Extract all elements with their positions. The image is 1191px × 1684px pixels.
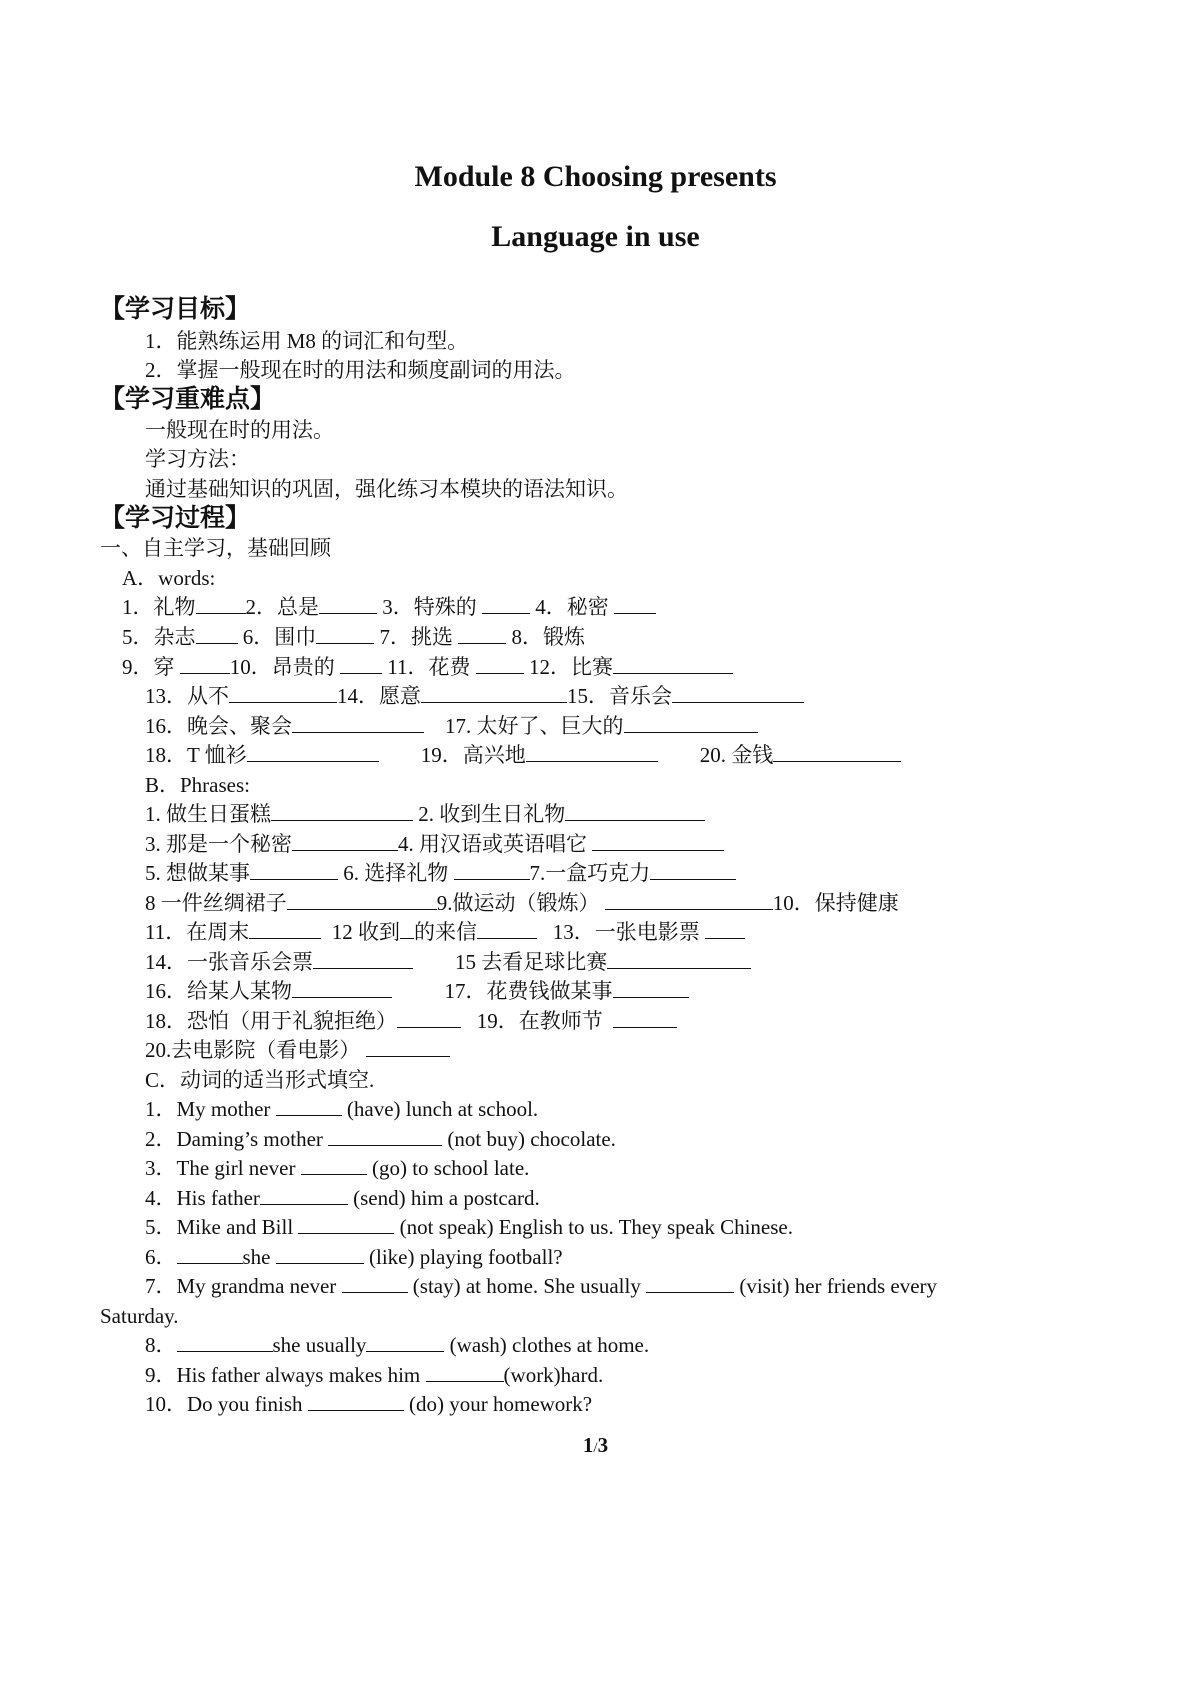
- item-number: 3．: [145, 1156, 177, 1180]
- phrase-item: 20.去电影院（看电影）: [145, 1038, 361, 1062]
- answer-blank[interactable]: [250, 861, 338, 880]
- word-item: 5．杂志: [122, 625, 196, 649]
- answer-blank[interactable]: [773, 743, 901, 762]
- answer-blank[interactable]: [421, 684, 567, 703]
- answer-blank[interactable]: [613, 1009, 677, 1028]
- answer-blank[interactable]: [672, 684, 804, 703]
- item-text: (wash) clothes at home.: [444, 1333, 650, 1357]
- answer-blank[interactable]: [177, 1245, 243, 1264]
- answer-blank[interactable]: [249, 920, 321, 939]
- word-item: 2．总是: [245, 595, 319, 619]
- document-subtitle: Language in use: [491, 220, 700, 253]
- phrase-item: 14．一张音乐会票: [145, 950, 313, 974]
- phrase-item: 2. 收到生日礼物: [418, 802, 566, 826]
- answer-blank[interactable]: [592, 832, 724, 851]
- answer-blank[interactable]: [287, 891, 437, 910]
- answer-blank[interactable]: [276, 1245, 364, 1264]
- words-row: [122, 624, 585, 650]
- word-item: 14．愿意: [337, 684, 421, 708]
- exercise-item-continuation: Saturday.: [100, 1304, 179, 1328]
- phrase-item: 12 收到: [331, 920, 400, 944]
- answer-blank[interactable]: [298, 1215, 394, 1234]
- key-points-heading: 【学习重难点】: [100, 384, 276, 413]
- word-item: 8．锻炼: [511, 625, 585, 649]
- item-number: 2．: [145, 1127, 177, 1151]
- item-number: 5．: [145, 1215, 177, 1239]
- phrase-item: 1. 做生日蛋糕: [145, 802, 271, 826]
- answer-blank[interactable]: [605, 891, 773, 910]
- words-row: [145, 713, 758, 739]
- answer-blank[interactable]: [454, 861, 530, 880]
- answer-blank[interactable]: [624, 714, 758, 733]
- phrases-row: [145, 801, 705, 827]
- answer-blank[interactable]: [366, 1333, 444, 1352]
- phrases-row: [145, 978, 689, 1004]
- word-item: 18．T 恤衫: [145, 743, 247, 767]
- part-one-heading: 一、自主学习，基础回顾: [100, 536, 331, 560]
- item-text: His father: [176, 1186, 260, 1210]
- phrases-row: [145, 1037, 450, 1063]
- answer-blank[interactable]: [646, 1274, 734, 1293]
- phrases-row: [145, 890, 899, 916]
- answer-blank[interactable]: [180, 655, 230, 674]
- phrases-row: [145, 831, 724, 857]
- phrase-item: 5. 想做某事: [145, 861, 250, 885]
- item-text: (not speak) English to us. They speak Chinese.: [394, 1215, 793, 1239]
- phrase-item: 13．一张电影票: [552, 920, 700, 944]
- item-text: she: [242, 1245, 276, 1269]
- answer-blank[interactable]: [196, 595, 246, 614]
- objective-item: 1．能熟练运用 M8 的词汇和句型。: [145, 329, 469, 353]
- phrase-item: 8 一件丝绸裙子: [145, 891, 287, 915]
- verbs-label: C．动词的适当形式填空.: [145, 1068, 375, 1092]
- word-item: 4．秘密: [535, 595, 609, 619]
- answer-blank[interactable]: [397, 1009, 461, 1028]
- phrase-item: 18．恐怕（用于礼貌拒绝）: [145, 1009, 397, 1033]
- phrase-item: 10．保持健康: [772, 891, 899, 915]
- phrase-item: 的来信: [413, 920, 477, 944]
- objective-item: 2．掌握一般现在时的用法和频度副词的用法。: [145, 358, 576, 382]
- phrase-item: 17．花费钱做某事: [444, 979, 613, 1003]
- word-item: 1．礼物: [122, 595, 196, 619]
- word-item: 17. 太好了、巨大的: [445, 714, 624, 738]
- words-row: [122, 654, 733, 680]
- answer-blank[interactable]: [476, 655, 524, 674]
- phrase-item: 4. 用汉语或英语唱它: [398, 832, 587, 856]
- answer-blank[interactable]: [607, 950, 751, 969]
- word-item: 16．晚会、聚会: [145, 714, 292, 738]
- answer-blank[interactable]: [482, 595, 530, 614]
- process-heading: 【学习过程】: [100, 503, 251, 532]
- words-row: [145, 742, 901, 768]
- answer-blank[interactable]: [705, 920, 745, 939]
- item-number: 9．: [145, 1363, 177, 1387]
- phrase-item: 7.一盒巧克力: [529, 861, 651, 885]
- answer-blank[interactable]: [426, 1363, 504, 1382]
- answer-blank[interactable]: [196, 625, 238, 644]
- answer-blank[interactable]: [565, 802, 705, 821]
- item-text: (like) playing football?: [363, 1245, 563, 1269]
- word-item: 13．从不: [145, 684, 229, 708]
- phrases-row: [145, 860, 736, 886]
- word-item: 6．围巾: [242, 625, 317, 649]
- item-text: Daming’s mother: [176, 1127, 329, 1151]
- answer-blank[interactable]: [316, 625, 374, 644]
- exercise-item: [145, 1332, 649, 1358]
- word-item: 12．比赛: [528, 655, 613, 679]
- page-current: 1: [582, 1433, 594, 1457]
- method-text: 通过基础知识的巩固，强化练习本模块的语法知识。: [145, 477, 628, 501]
- phrase-item: 11．在周末: [145, 920, 250, 944]
- item-text: (have) lunch at school.: [341, 1097, 539, 1121]
- method-label: 学习方法：: [145, 447, 250, 471]
- word-item: 9．穿: [122, 655, 175, 679]
- word-item: 10．昂贵的: [229, 655, 335, 679]
- item-text: (stay) at home. She usually: [407, 1274, 647, 1298]
- answer-blank[interactable]: [340, 655, 382, 674]
- answer-blank[interactable]: [458, 625, 506, 644]
- answer-blank[interactable]: [301, 1156, 367, 1175]
- exercise-item: [145, 1391, 592, 1417]
- answer-blank[interactable]: [613, 655, 733, 674]
- word-item: 15．音乐会: [567, 684, 672, 708]
- item-number: 4．: [145, 1186, 177, 1210]
- answer-blank[interactable]: [177, 1333, 273, 1352]
- words-row: [122, 594, 656, 620]
- item-text: (not buy) chocolate.: [442, 1127, 616, 1151]
- item-text: My mother: [176, 1097, 276, 1121]
- phrase-item: 6. 选择礼物: [343, 861, 449, 885]
- key-points-text: 一般现在时的用法。: [145, 418, 334, 442]
- page-total: 3: [597, 1433, 609, 1457]
- answer-blank[interactable]: [400, 920, 414, 939]
- phrase-item: 15 去看足球比赛: [455, 950, 608, 974]
- word-item: 11．花费: [387, 655, 471, 679]
- word-item: 3．特殊的: [382, 595, 477, 619]
- item-text: she usually: [272, 1333, 367, 1357]
- phrases-row: [145, 949, 751, 975]
- answer-blank[interactable]: [271, 802, 413, 821]
- item-text: Mike and Bill: [176, 1215, 299, 1239]
- document-title: Module 8 Choosing presents: [414, 160, 777, 193]
- item-text: My grandma never: [176, 1274, 342, 1298]
- answer-blank[interactable]: [319, 595, 377, 614]
- answer-blank[interactable]: [292, 832, 398, 851]
- exercise-item: [145, 1126, 616, 1152]
- item-text: (visit) her friends every: [734, 1274, 938, 1298]
- answer-blank[interactable]: [313, 950, 413, 969]
- phrases-label: B．Phrases:: [145, 773, 250, 797]
- words-label: A．words:: [122, 566, 216, 590]
- phrases-row: [145, 1008, 677, 1034]
- item-text: (go) to school late.: [366, 1156, 530, 1180]
- phrase-item: 19．在教师节: [476, 1009, 603, 1033]
- answer-blank[interactable]: [292, 714, 424, 733]
- answer-blank[interactable]: [229, 684, 337, 703]
- answer-blank[interactable]: [276, 1097, 342, 1116]
- exercise-item: [145, 1185, 540, 1211]
- item-text: (do) your homework?: [403, 1392, 593, 1416]
- item-number: 10．: [145, 1392, 187, 1416]
- item-text: The girl never: [176, 1156, 301, 1180]
- item-text: (work)hard.: [503, 1363, 604, 1387]
- answer-blank[interactable]: [366, 1038, 450, 1057]
- answer-blank[interactable]: [613, 979, 689, 998]
- item-number: 7．: [145, 1274, 177, 1298]
- item-number: 6．: [145, 1245, 177, 1269]
- answer-blank[interactable]: [614, 595, 656, 614]
- exercise-item: [145, 1273, 937, 1299]
- word-item: 7．挑选: [379, 625, 453, 649]
- objectives-heading: 【学习目标】: [100, 294, 251, 323]
- item-text: Do you finish: [187, 1392, 308, 1416]
- answer-blank[interactable]: [292, 979, 392, 998]
- page-number: [0, 1433, 1191, 1458]
- phrase-item: 9.做运动（锻炼）: [436, 891, 600, 915]
- answer-blank[interactable]: [328, 1127, 442, 1146]
- word-item: 19．高兴地: [420, 743, 526, 767]
- phrase-item: 3. 那是一个秘密: [145, 832, 292, 856]
- answer-blank[interactable]: [526, 743, 658, 762]
- page-separator: /: [593, 1440, 598, 1456]
- word-item: 20. 金钱: [699, 743, 774, 767]
- answer-blank[interactable]: [260, 1186, 348, 1205]
- exercise-item: [145, 1155, 529, 1181]
- exercise-item: [145, 1244, 563, 1270]
- answer-blank[interactable]: [247, 743, 379, 762]
- phrases-row: [145, 919, 745, 945]
- item-number: 1．: [145, 1097, 177, 1121]
- item-number: 8．: [145, 1333, 177, 1357]
- phrase-item: 16．给某人某物: [145, 979, 292, 1003]
- words-row: [145, 683, 804, 709]
- answer-blank[interactable]: [342, 1274, 408, 1293]
- exercise-item: [145, 1214, 793, 1240]
- item-text: His father always makes him: [176, 1363, 426, 1387]
- answer-blank[interactable]: [650, 861, 736, 880]
- exercise-item: [145, 1096, 538, 1122]
- answer-blank[interactable]: [477, 920, 537, 939]
- answer-blank[interactable]: [308, 1392, 404, 1411]
- exercise-item: [145, 1362, 603, 1388]
- item-text: (send) him a postcard.: [347, 1186, 540, 1210]
